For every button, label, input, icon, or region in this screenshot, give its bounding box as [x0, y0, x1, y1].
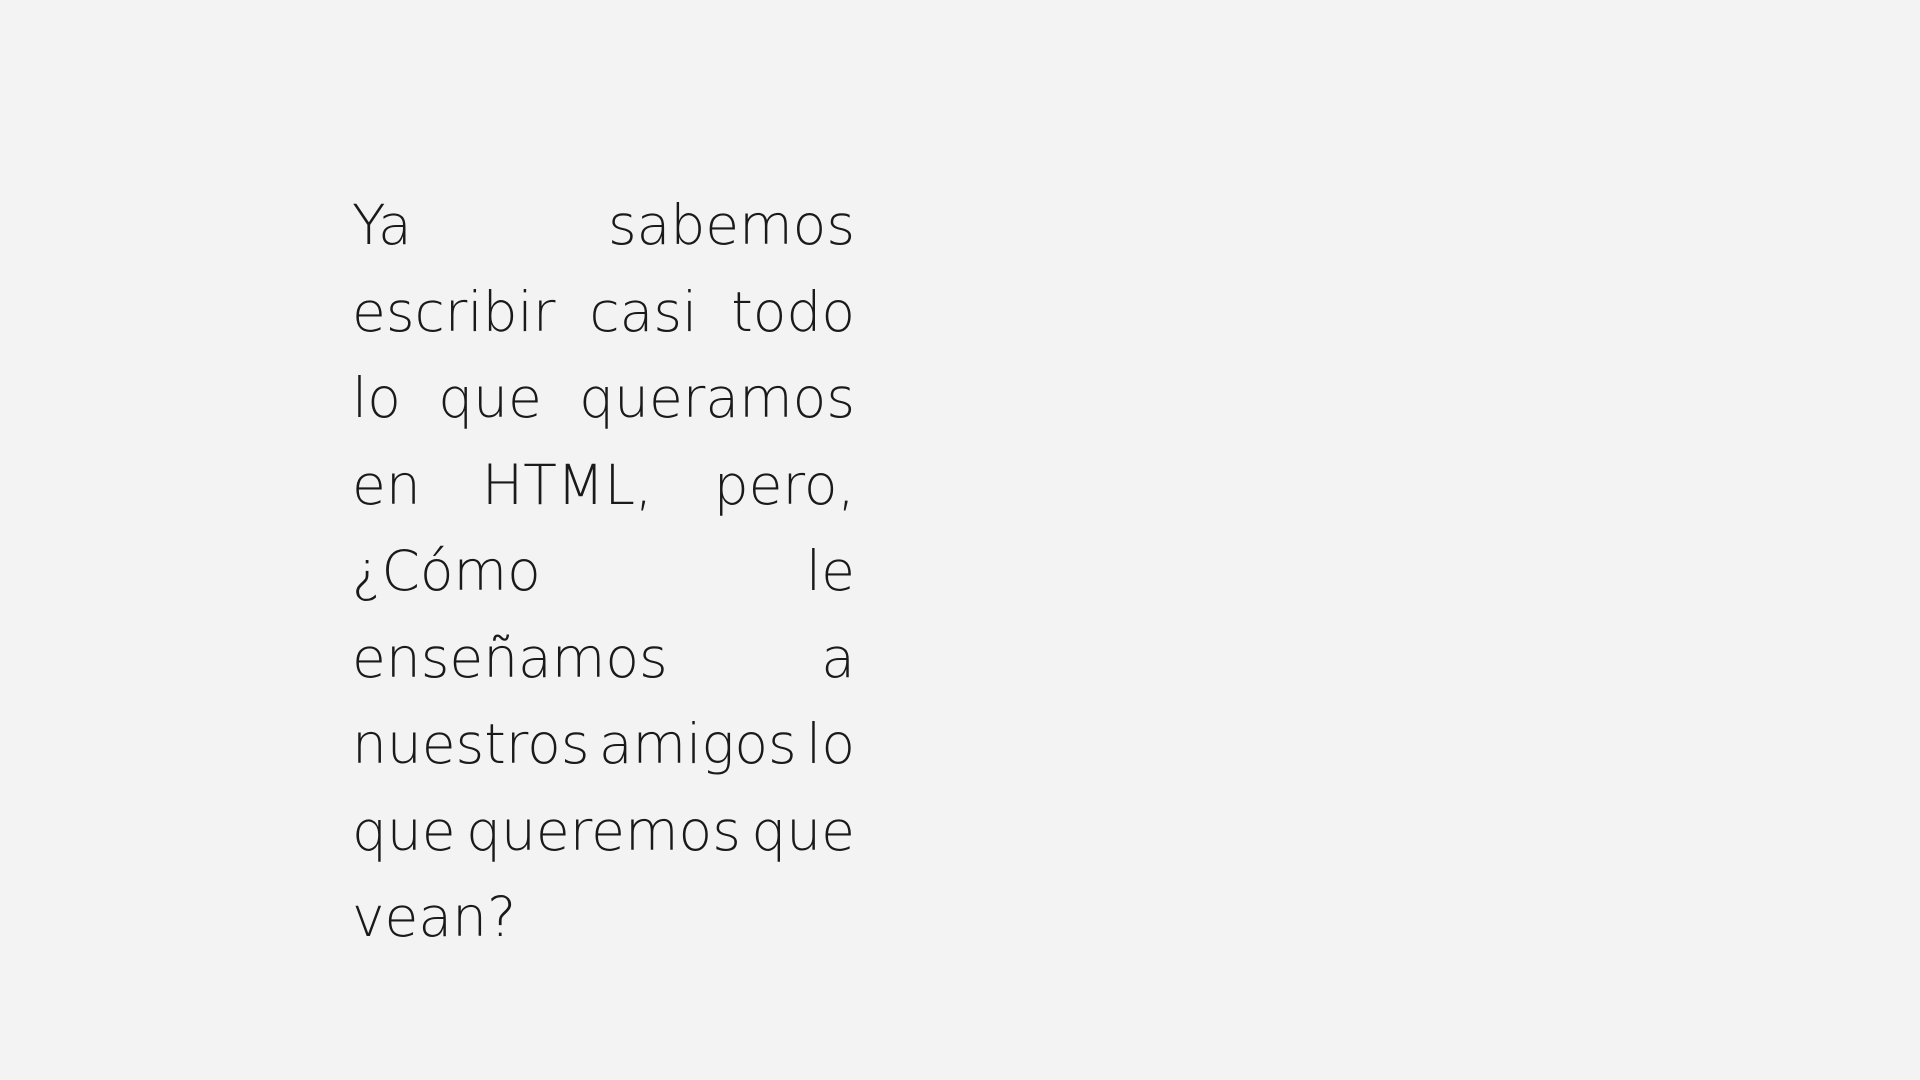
paragraph-line	[352, 788, 855, 875]
word: pero,	[713, 452, 855, 517]
paragraph-line	[352, 269, 855, 356]
word: escribir	[352, 279, 556, 344]
word: ¿Cómo	[352, 539, 541, 603]
paragraph-line	[352, 442, 855, 529]
word: que	[751, 798, 855, 863]
paragraph-line	[352, 615, 855, 702]
word: que	[352, 798, 456, 863]
word: Ya	[352, 193, 412, 257]
word: todo	[731, 279, 855, 344]
paragraph-line	[352, 182, 855, 269]
word: le	[805, 539, 855, 603]
body-paragraph	[352, 182, 855, 961]
word: casi	[589, 279, 698, 344]
word: que	[438, 366, 542, 430]
word: sabemos	[608, 193, 855, 257]
word: HTML,	[481, 452, 653, 517]
paragraph-line	[352, 874, 855, 961]
word: nuestros	[352, 712, 590, 776]
word: en	[352, 452, 421, 517]
paragraph-line	[352, 355, 855, 442]
word: enseñamos	[352, 625, 668, 690]
word: vean?	[352, 885, 517, 949]
word: lo	[352, 366, 401, 430]
word: a	[821, 625, 855, 690]
word: amigos	[598, 712, 797, 776]
paragraph-line	[352, 528, 855, 615]
paragraph-line	[352, 701, 855, 788]
word: queramos	[579, 366, 855, 430]
word: queremos	[466, 798, 741, 863]
word: lo	[806, 712, 855, 776]
